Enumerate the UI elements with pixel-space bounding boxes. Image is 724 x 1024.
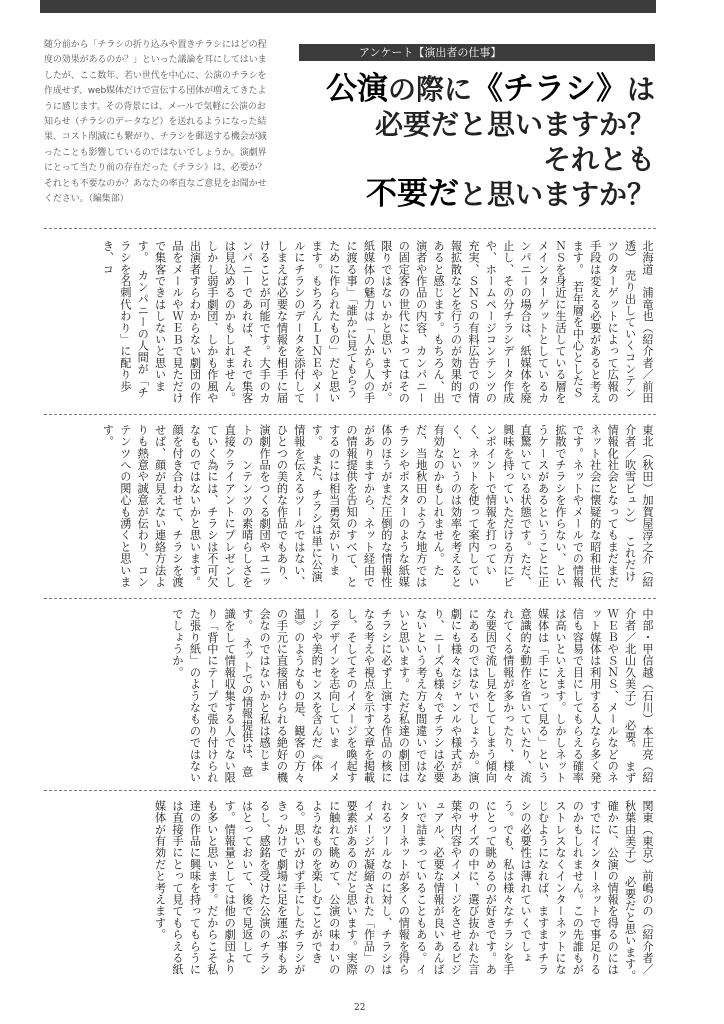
column-row-1: 北海道 浦竜也（紹介者／前田透） 売り出していくコンテンツのターゲットによって広報の手段は変える必要があると考えます。 若年層を中心としたＳＮＳを身近に生活している層をメインターゲットとしているカンパニーの場合は、紙媒体を廃止し、その分チラシデータ作成や、ホームページコンテンツの充実、ＳＮＳの有料広告での情報拡散などを行うのが効果的であると感じます。もちろん、出演者や作品の内容、カンパニーの固定客の世代によってはその限りではないかと思いますが。 紙媒体の魅力は「人から人の手に渡る事」「誰かに見てもらうために作られたもの」だと思います。もちろんＬＩＮＥやメールにチラシのデータを添付してしまえば必要な情報を相手に届けることが可能です。大手のカンパニーであれば、それで集客は見込めるのかもしれません。しかし弱手劇団、しかも作風や出演者すらわからない劇団の作品をメールやＷＥＢで見ただけで集客できはしないと思います。 カンパニーの人間が「チラシを名刺代わり」に配り歩き、コ bbox=[101, 240, 654, 410]
survey-tag: アンケート【演出者の仕事】 bbox=[299, 44, 655, 61]
intro-text: 随分前から「チラシの折り込みや置きチラシにはどの程度の効果があるのか？」といった議論を耳にしてはいましたが、ここ数年、若い世代を中心に、公演のチラシを作成せず、web媒体だけで宣伝する団体が増えてきたように感じます。その背景には、メールで気軽に公演のお知らせ（チラシのデータなど）を送れるようになった結果、コスト削減にも繋がり、チラシを郵送する機会が減ったことも影響しているのではないでしょうか。演劇界にとって当たり前の存在だった《チラシ》は、必要か？ それとも不要なのか？あなたの率直なご意見をお聞かせください。（編集部） bbox=[44, 40, 276, 205]
divider-2 bbox=[44, 414, 656, 415]
headline-line-4: 不要だと思いますか？ bbox=[365, 176, 655, 212]
header-bar bbox=[40, 0, 656, 13]
headline-line-2: 必要だと思いますか？ bbox=[374, 108, 655, 141]
headline-line-3: それとも bbox=[542, 143, 655, 176]
column-row-3: 中部・甲信越（石川）本庄亮（紹介者／北山久美子） 必要。 まずＷＥＢやＳＮＳ、メールなどのネット媒体は利用する人なら多く発信も容易で目にしてもらえる確率は高いといえます。しかしネット媒体は「手にとって見る」という意識的な動作を省いていたり、流れてくる情報が多かったり、様々な要因で流し見をしてしまう傾向にあるのではないでしょうか。演劇にも様々なジャンルや様式があり、ニーズも様々でチラシは必要ないという考え方も間違いではないと思います。ただ私達の劇団はチラシに必ず上演する作品の核になる考えや視点を示す文章を掲載し、そしてそのイメージを喚起するデザインを志向していま イメージや美的センスを含んだ《体温》のようなもの是、観客の方々の手元に直接届けられる絶好の機会なのではないかと私は感じます。 ネットでの情報提供は、意識をして情報収集する人でない限り「背中にテープで張り付けられた張り紙」のようなものではないでしょうか。 bbox=[171, 608, 654, 784]
headline-line-1: 公演の際に《チラシ》は bbox=[325, 71, 655, 107]
headline bbox=[326, 72, 655, 212]
column-row-2: 東北（秋田）加賀屋淳之介（紹介者／吹雪ピュン） これだけ情報化社会となってもまだまだネット社会に懐疑的な昭和世代です。ネットやメールでの情報拡散でチラシを作らない、というケースがあるということに正直驚いている状態です。ただ、興味を持っていただける方にピンポイントで情報を打っていく、ネットを使って案内していく、というのは効率を考えると有効なのかもしれません。ただ、当地秋田のような地方ではチラシやポスターのような紙媒体のほうがまだ圧倒的な情報性がありますから、ネット経由での情報提供を告知のすべて、とするのには相当勇気がいります。 また、チラシは単に公演情報を伝えるツールではない、ひとつの美的な作品でもあり、演劇作品をつくる劇団やユニットの ンテンツの素晴らしさを直接クライアントにプレゼンしていく為には、チラシは不可欠なものではないかと思います。顔を付き合わせて、チラシを渡せば、顔が見えない連絡方法よりも熱意や誠意が伝わり、コンテンツへの関心も湧くと思います。 bbox=[101, 424, 654, 588]
divider-3 bbox=[44, 598, 656, 599]
page-number: 22 bbox=[354, 1003, 366, 1013]
divider-1 bbox=[44, 228, 656, 229]
column-row-4: 関東（東京）前嶋のの（紹介者／秋葉由美子） 必要だと思います。確かに、公演の情報を得るのにはすでにインターネットで事足りるのかもしれません。この先誰もがストレスなくインターネットになじむようになれば、ますますチラシの必要性は薄れていくでしょう。でも、私は様々なチラシを手にとって眺めるのが好きです。あのサイズの中に、選び抜かれた言葉や内容やイメージをさせるビジュアル、必要な情報が良いあんばいで詰まっていることもある。インターネットが多くの情報を得られるツールなのに対し、チラシはイメージが凝縮された「作品」の要素があるのだと思います。実際に触れて眺めて、公演の味わいのようなものを楽しむことができる。思いがけず手にしたチラシがきっかけで劇場に足を運ぶ事もあるし、感銘を受けた公演のチラシはとっておいて、後で見返して す。情報量としては他の劇団よりも多いと思います。だからこそ私達の作品に興味を持ってもらうには直接手にとって見てもらえる紙媒体が有効だと考えます。 bbox=[153, 800, 654, 982]
divider-4 bbox=[44, 790, 656, 791]
